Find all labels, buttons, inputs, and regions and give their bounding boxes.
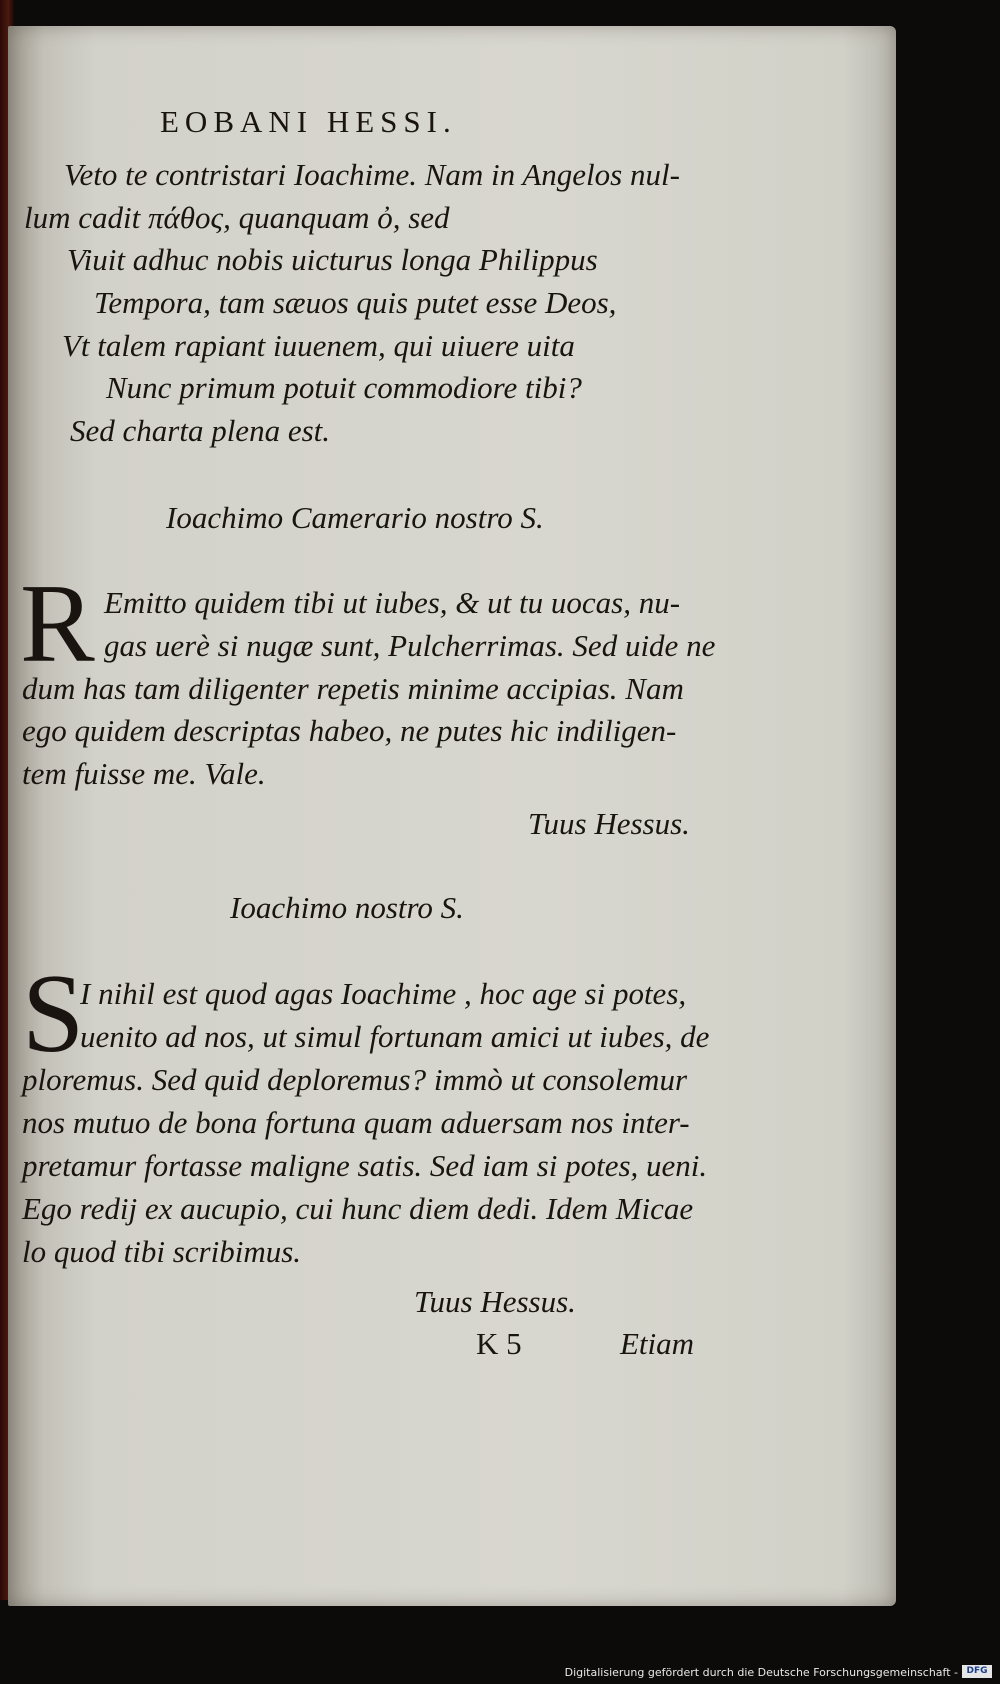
letter-title: Ioachimo Camerario nostro S. bbox=[166, 500, 544, 535]
letter-line: tem fuisse me. Vale. bbox=[22, 756, 266, 791]
letter-line: nos mutuo de bona fortuna quam aduersam nos inter- bbox=[22, 1105, 690, 1140]
poem-line: Tempora, tam sæuos quis putet esse Deos, bbox=[94, 285, 617, 320]
dfg-logo: DFG bbox=[962, 1665, 992, 1678]
running-title: EOBANI HESSI. bbox=[160, 104, 457, 139]
poem-line: Viuit adhuc nobis uicturus longa Philippus bbox=[67, 242, 598, 277]
letter-line: Emitto quidem tibi ut iubes, & ut tu uocas, nu- bbox=[104, 585, 681, 620]
poem-line: Sed charta plena est. bbox=[70, 413, 331, 448]
poem-line: Vt talem rapiant iuuenem, qui uiuere uita bbox=[62, 328, 575, 363]
catchword: Etiam bbox=[620, 1326, 695, 1361]
letter-signature: Tuus Hessus. bbox=[414, 1284, 576, 1319]
poem-line: Veto te contristari Ioachime. Nam in Angelos nul- bbox=[64, 157, 680, 192]
poem-line: lum cadit πάθος, quanquam ὀ, sed bbox=[24, 200, 450, 235]
letter-signature: Tuus Hessus. bbox=[528, 806, 690, 841]
letter-line: dum has tam diligenter repetis minime accipias. Nam bbox=[22, 671, 684, 706]
letter-line: uenito ad nos, ut simul fortunam amici ut iubes, de bbox=[80, 1019, 710, 1054]
letter-line: I nihil est quod agas Ioachime , hoc age si potes, bbox=[80, 976, 687, 1011]
letter-line: Ego redij ex aucupio, cui hunc diem dedi. Idem Micae bbox=[22, 1191, 694, 1226]
drop-capital: R bbox=[20, 562, 95, 686]
poem-line: Nunc primum potuit commodiore tibi? bbox=[106, 370, 582, 405]
letter-line: gas uerè si nugæ sunt, Pulcherrimas. Sed uide ne bbox=[104, 628, 716, 663]
drop-capital: S bbox=[22, 952, 85, 1076]
digitization-credit: Digitalisierung gefördert durch die Deutsche Forschungsgemeinschaft - bbox=[564, 1666, 958, 1679]
letter-line: pretamur fortasse maligne satis. Sed iam si potes, ueni. bbox=[22, 1148, 708, 1183]
letter-line: lo quod tibi scribimus. bbox=[22, 1234, 302, 1269]
signature-mark: K 5 bbox=[476, 1326, 522, 1361]
letter-line: ego quidem descriptas habeo, ne putes hic indiligen- bbox=[22, 713, 677, 748]
letter-line: ploremus. Sed quid deploremus? immò ut consolemur bbox=[22, 1062, 688, 1097]
letter-title: Ioachimo nostro S. bbox=[230, 890, 464, 925]
